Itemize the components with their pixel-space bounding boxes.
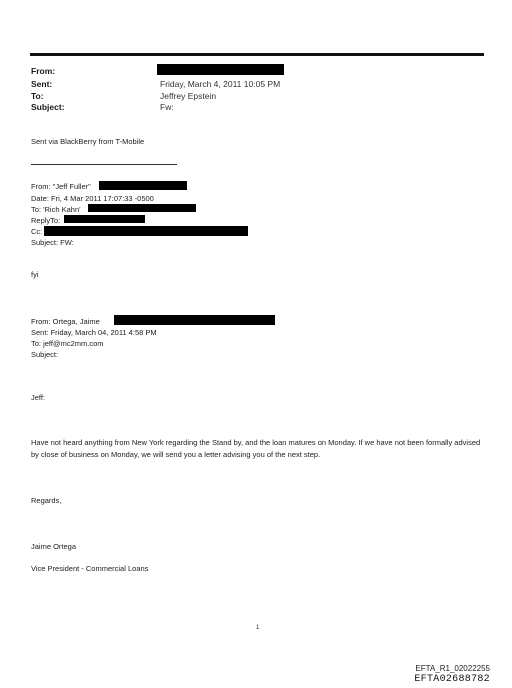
- signature-title: Vice President - Commercial Loans: [31, 564, 149, 573]
- fwd2-to: To: jeff@mc2mm.com: [31, 339, 104, 348]
- signature-name: Jaime Ortega: [31, 542, 77, 551]
- sent-via-line: Sent via BlackBerry from T-Mobile: [31, 137, 145, 146]
- redaction-from: [157, 64, 284, 75]
- redaction-fwd1-cc: [44, 226, 248, 236]
- subject-label: Subject:: [31, 102, 65, 112]
- redaction-fwd1-replyto: [64, 215, 145, 223]
- separator-line: [31, 164, 177, 165]
- fwd1-replyto: ReplyTo:: [31, 216, 61, 225]
- fwd2-from: From: Ortega, Jaime: [31, 317, 100, 326]
- bates-number-2: EFTA02688782: [414, 674, 490, 685]
- redaction-fwd2-from: [114, 315, 275, 325]
- greeting: Jeff:: [31, 393, 46, 402]
- closing: Regards,: [31, 496, 62, 505]
- page-number: 1: [256, 625, 260, 631]
- subject-value: Fw:: [160, 102, 174, 112]
- header-rule: [30, 53, 484, 56]
- fwd1-from: From: "Jeff Fuller": [31, 182, 91, 191]
- redaction-fwd1-to: [88, 204, 196, 212]
- sent-value: Friday, March 4, 2011 10:05 PM: [160, 79, 281, 89]
- fwd1-to: To: 'Rich Kahn': [31, 205, 81, 214]
- fwd1-cc: Cc:: [31, 227, 43, 236]
- sent-label: Sent:: [31, 79, 53, 89]
- fwd1-date: Date: Fri, 4 Mar 2011 17:07:33 -0500: [31, 194, 154, 203]
- fwd1-subject: Subject: FW:: [31, 238, 74, 247]
- body-paragraph: Have not heard anything from New York regarding the Stand by, and the loan matures on Monday. If we have not been formally advised by close of business on Monday, we will send you a letter advising you of the next step.: [31, 438, 481, 459]
- from-label: From:: [31, 66, 56, 76]
- redaction-fwd1-from: [99, 181, 187, 190]
- fwd2-sent: Sent: Friday, March 04, 2011 4:58 PM: [31, 328, 157, 337]
- fwd2-subject: Subject:: [31, 350, 59, 359]
- to-label: To:: [31, 91, 44, 101]
- fyi-line: fyi: [31, 270, 39, 279]
- to-value: Jeffrey Epstein: [160, 91, 217, 101]
- bates-number-1: EFTA_R1_02022255: [415, 664, 490, 673]
